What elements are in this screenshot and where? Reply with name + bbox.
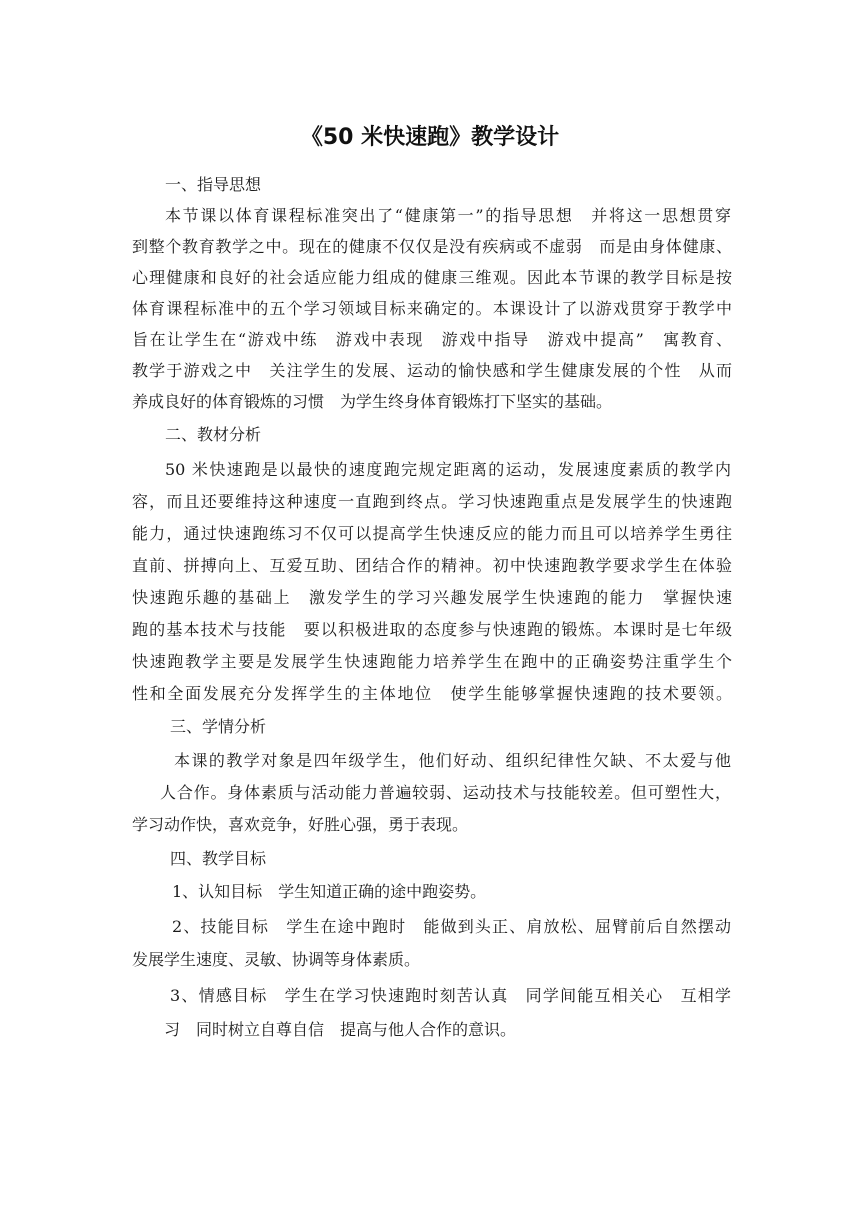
- section-heading-material-analysis: 二、教材分析: [165, 425, 262, 444]
- paragraph-line: 发展学生速度、灵敏、协调等身体素质。: [132, 950, 421, 969]
- paragraph-line: 50 米快速跑是以最快的速度跑完规定距离的运动，发展速度素质的教学内: [165, 460, 731, 479]
- paragraph-line: 养成良好的体育锻炼的习惯 为学生终身体育锻炼打下坚实的基础。: [132, 392, 613, 411]
- objective-cognitive: 1、认知目标 学生知道正确的途中跑姿势。: [172, 882, 487, 901]
- section-heading-guiding-ideology: 一、指导思想: [165, 175, 262, 194]
- paragraph-line: 教学于游戏之中 关注学生的发展、运动的愉快感和学生健康发展的个性 从而: [132, 361, 732, 380]
- objective-skill: 2、技能目标 学生在途中跑时 能做到头正、肩放松、屈臂前后自然摆动: [172, 917, 731, 936]
- paragraph-line: 跑的基本技术与技能 要以积极进取的态度参与快速跑的锻炼。本课时是七年级: [132, 620, 732, 639]
- paragraph-line: 性和全面发展充分发挥学生的主体地位 使学生能够掌握快速跑的技术要领。: [132, 684, 732, 703]
- paragraph-line: 心理健康和良好的社会适应能力组成的健康三维观。因此本节课的教学目标是按: [132, 268, 732, 287]
- paragraph-line: 体育课程标准中的五个学习领域目标来确定的。本课设计了以游戏贯穿于教学中: [132, 299, 732, 318]
- paragraph-line: 能力，通过快速跑练习不仅可以提高学生快速反应的能力而且可以培养学生勇往: [132, 524, 732, 543]
- paragraph-line: 人合作。身体素质与活动能力普遍较弱、运动技术与技能较差。但可塑性大，: [160, 783, 731, 802]
- section-heading-teaching-objectives: 四、教学目标: [170, 849, 267, 868]
- objective-emotional: 3、情感目标 学生在学习快速跑时刻苦认真 同学间能互相关心 互相学: [170, 986, 731, 1005]
- section-heading-student-analysis: 三、学情分析: [170, 717, 267, 736]
- paragraph-line: 本课的教学对象是四年级学生，他们好动、组织纪律性欠缺、不太爱与他: [174, 751, 731, 770]
- paragraph-line: 直前、拼搏向上、互爱互助、团结合作的精神。初中快速跑教学要求学生在体验: [132, 556, 732, 575]
- paragraph-line: 容，而且还要维持这种速度一直跑到终点。学习快速跑重点是发展学生的快速跑: [132, 492, 732, 511]
- paragraph-line: 本节课以体育课程标准突出了“健康第一”的指导思想 并将这一思想贯穿: [165, 206, 731, 225]
- document-title: 《50 米快速跑》教学设计: [300, 125, 560, 150]
- paragraph-line: 到整个教育教学之中。现在的健康不仅仅是没有疾病或不虚弱 而是由身体健康、: [132, 237, 732, 256]
- paragraph-line: 快速跑乐趣的基础上 激发学生的学习兴趣发展学生快速跑的能力 掌握快速: [132, 588, 732, 607]
- paragraph-line: 旨在让学生在“游戏中练 游戏中表现 游戏中指导 游戏中提高” 寓教育、: [132, 330, 732, 349]
- paragraph-line: 学习动作快，喜欢竞争，好胜心强，勇于表现。: [132, 815, 469, 834]
- paragraph-line: 快速跑教学主要是发展学生快速跑能力培养学生在跑中的正确姿势注重学生个: [132, 652, 732, 671]
- paragraph-line: 习 同时树立自尊自信 提高与他人合作的意识。: [164, 1020, 517, 1039]
